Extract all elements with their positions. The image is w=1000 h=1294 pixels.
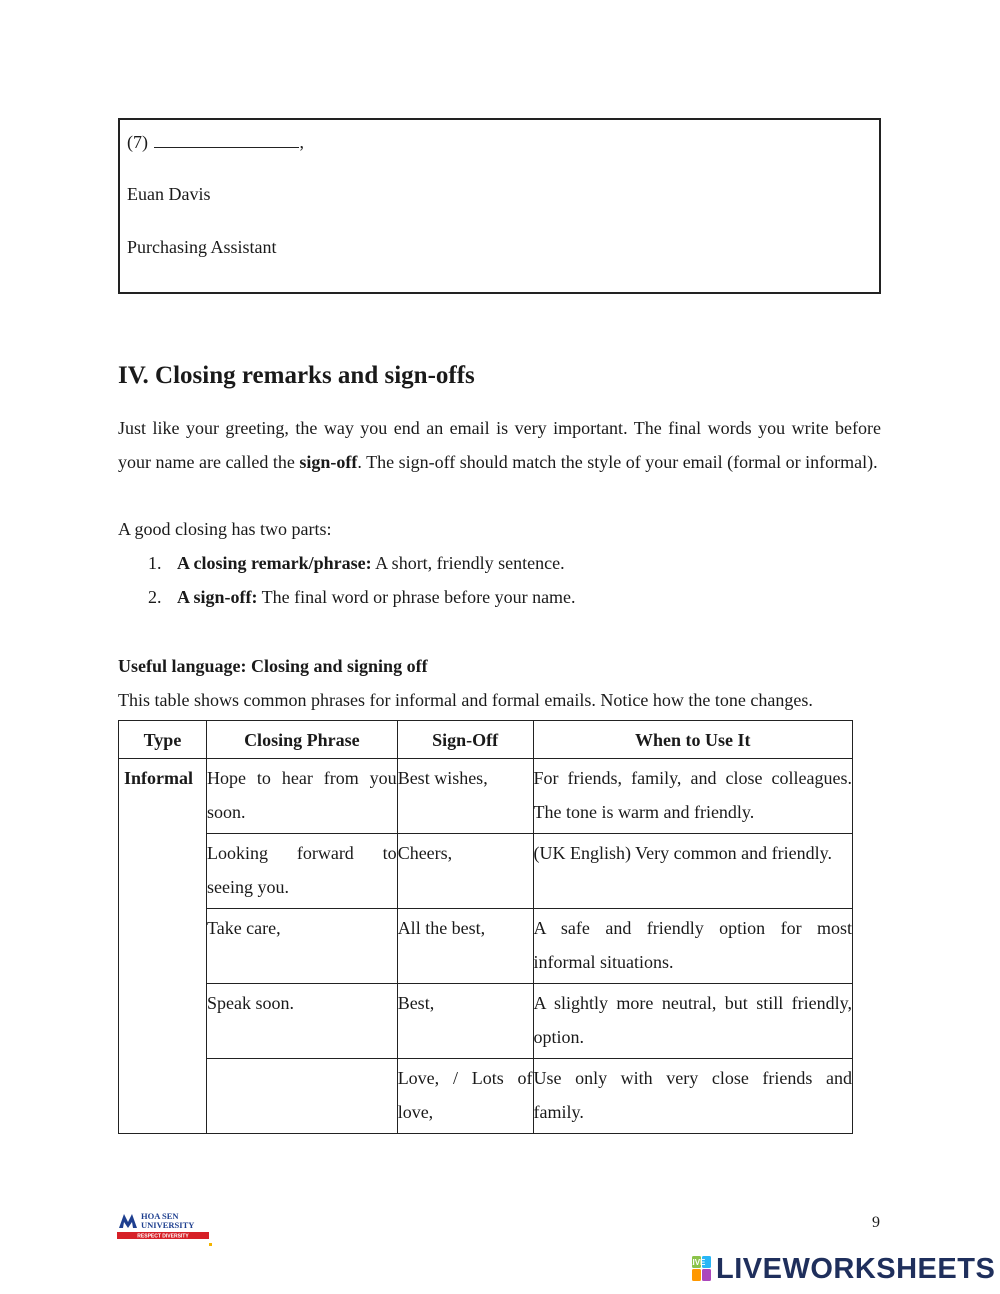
sign-off-cell: Best, bbox=[397, 984, 533, 1059]
blank-number: (7) bbox=[127, 132, 148, 152]
closing-blank-line bbox=[127, 131, 304, 153]
closing-phrase-cell bbox=[206, 1059, 397, 1134]
logo-line1: HOA SEN bbox=[141, 1211, 179, 1221]
sender-role: Purchasing Assistant bbox=[127, 237, 277, 257]
when-to-use-cell: For friends, family, and close colleagues. The tone is warm and friendly. bbox=[533, 759, 853, 834]
type-informal: Informal bbox=[119, 759, 207, 1134]
closing-phrase-cell: Speak soon. bbox=[206, 984, 397, 1059]
header-closing-phrase: Closing Phrase bbox=[206, 721, 397, 759]
sender-name: Euan Davis bbox=[127, 184, 211, 204]
sign-off-cell: All the best, bbox=[397, 909, 533, 984]
intro-paragraph bbox=[118, 411, 881, 479]
closing-phrase-cell: Take care, bbox=[206, 909, 397, 984]
intro-text-2: . The sign-off should match the style of your email (formal or informal). bbox=[357, 452, 878, 472]
table-row bbox=[119, 984, 853, 1059]
closing-parts-list bbox=[148, 546, 576, 614]
table-row bbox=[119, 909, 853, 984]
table-header-row bbox=[119, 721, 853, 759]
when-to-use-cell: Use only with very close friends and family. bbox=[533, 1059, 853, 1134]
blank-comma: , bbox=[299, 132, 304, 152]
lotus-mark-icon bbox=[119, 1214, 137, 1228]
watermark-text: LIVEWORKSHEETS bbox=[716, 1252, 996, 1285]
sign-off-cell: Best wishes, bbox=[397, 759, 533, 834]
when-to-use-cell: A slightly more neutral, but still friendly, option. bbox=[533, 984, 853, 1059]
list-number: 2. bbox=[148, 587, 162, 607]
intro-bold-signoff: sign-off bbox=[299, 452, 358, 472]
closing-phrase-cell: Looking forward to seeing you. bbox=[206, 834, 397, 909]
logo-tagline: RESPECT DIVERSITY bbox=[137, 1233, 189, 1240]
when-to-use-cell: A safe and friendly option for most informal situations. bbox=[533, 909, 853, 984]
list-item bbox=[148, 580, 576, 614]
list-number: 1. bbox=[148, 553, 162, 573]
header-sign-off: Sign-Off bbox=[397, 721, 533, 759]
sign-off-cell: Cheers, bbox=[397, 834, 533, 909]
answer-blank-7[interactable] bbox=[154, 131, 299, 148]
table-intro: This table shows common phrases for informal and formal emails. Notice how the tone changes. bbox=[118, 690, 813, 710]
intro-text-1: Just like your greeting, the way you end an email is very important. The final words you write before your name are called the bbox=[118, 418, 881, 472]
closing-phrases-table bbox=[118, 720, 853, 1134]
list-item-text: The final word or phrase before your name. bbox=[257, 587, 576, 607]
closing-phrase-cell: Hope to hear from you soon. bbox=[206, 759, 397, 834]
hoa-sen-university-logo bbox=[117, 1208, 213, 1248]
liveworksheets-watermark bbox=[687, 1252, 996, 1285]
badge-text: LIVE bbox=[687, 1258, 706, 1267]
list-item-bold: A closing remark/phrase: bbox=[177, 553, 372, 573]
useful-language-heading: Useful language: Closing and signing off bbox=[118, 656, 428, 676]
when-to-use-cell: (UK English) Very common and friendly. bbox=[533, 834, 853, 909]
header-when-to-use: When to Use It bbox=[533, 721, 853, 759]
logo-line2: UNIVERSITY bbox=[141, 1220, 195, 1230]
two-parts-line: A good closing has two parts: bbox=[118, 519, 332, 539]
list-item-bold: A sign-off: bbox=[177, 587, 258, 607]
live-badge-icon bbox=[687, 1256, 712, 1282]
signature-box bbox=[118, 118, 881, 294]
table-row bbox=[119, 759, 853, 834]
list-item-text: A short, friendly sentence. bbox=[371, 553, 565, 573]
logo-dot bbox=[209, 1243, 212, 1246]
page-number: 9 bbox=[872, 1214, 880, 1231]
sign-off-cell: Love, / Lots of love, bbox=[397, 1059, 533, 1134]
table-row bbox=[119, 834, 853, 909]
header-type: Type bbox=[119, 721, 207, 759]
table-row bbox=[119, 1059, 853, 1134]
list-item bbox=[148, 546, 576, 580]
section-title: IV. Closing remarks and sign-offs bbox=[118, 362, 475, 389]
